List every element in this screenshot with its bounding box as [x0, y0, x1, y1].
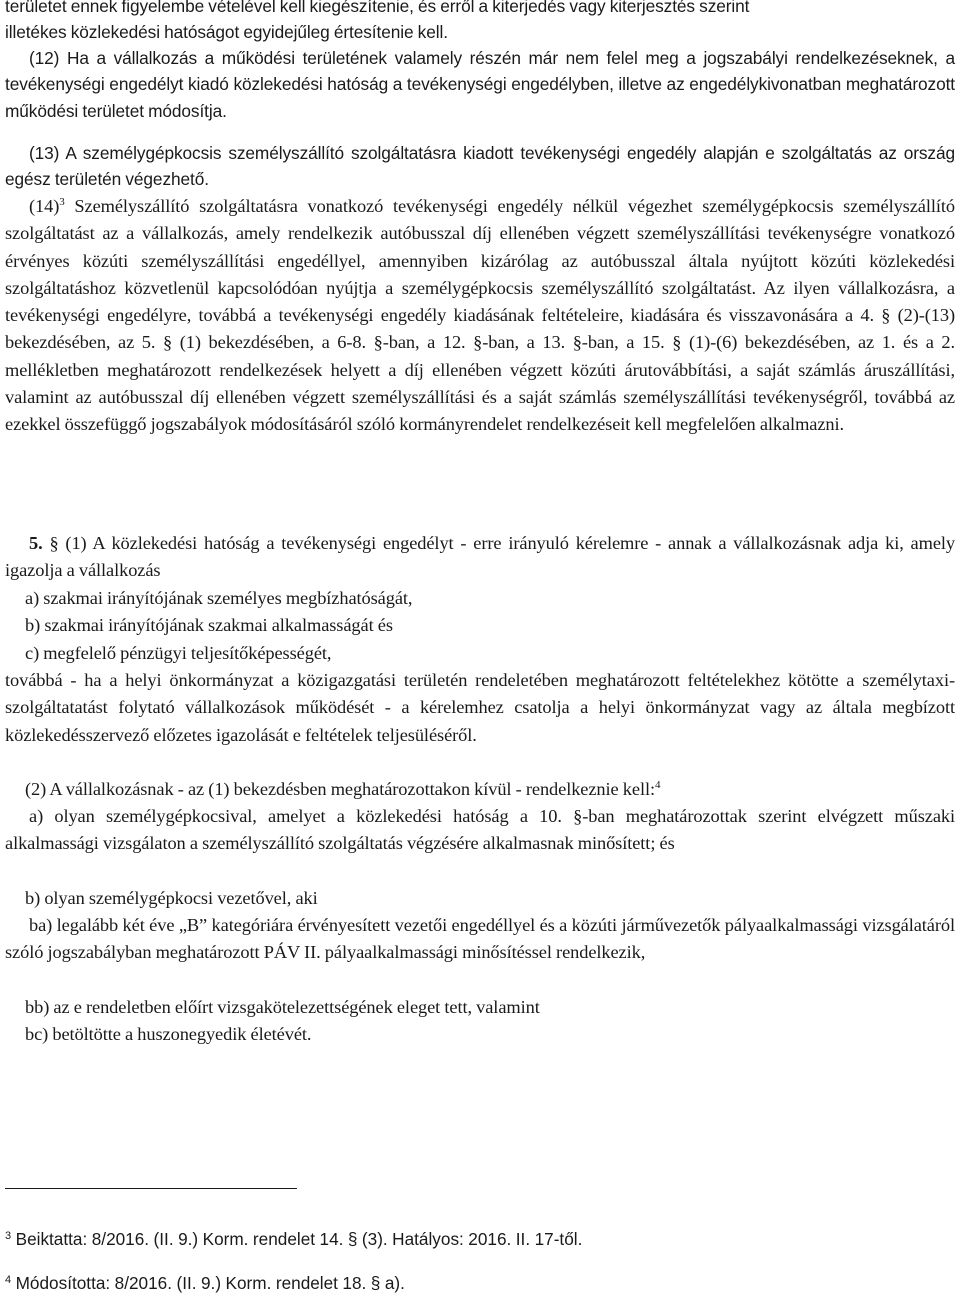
list-item: bb) az e rendeletben előírt vizsgakötelezettségének eleget tett, valamint — [25, 997, 540, 1017]
paragraph-13: (13) A személygépkocsis személyszállító szolgáltatásra kiadott tevékenységi engedély alapján e szolgáltatás az ország egész területén végezhető. — [5, 143, 955, 190]
footnote-text: Beiktatta: 8/2016. (II. 9.) Korm. rendelet 14. § (3). Hatályos: 2016. II. 17-től. — [11, 1229, 583, 1249]
footnote-ref-3[interactable]: 3 — [59, 196, 65, 208]
text-line: területet ennek figyelembe vételével kell kiegészítenie, és erről a kiterjedés vagy kiterjesztés szerint — [5, 0, 750, 16]
paragraph-14-body: Személyszállító szolgáltatásra vonatkozó tevékenységi engedély nélkül végezhet személygépkocsis személyszállító szolgáltatást az a vállalkozás, amely rendelkezik autóbusszal díj ellenében végzett személyszállítási tevékenységre vonatkozó érvényes közúti személyszállítási engedéllyel, amennyiben kizárólag az autóbusszal általa nyújtott közúti közlekedési szolgáltatáshoz közvetlenül kapcsolódóan nyújtja a személygépkocsis személyszállító szolgáltatást. Az ilyen vállalkozásra, a tevékenységi engedélyre, továbbá a tevékenységi engedély kiadásának feltételeire, kiadására és visszavonására a 4. § (2)-(13) bekezdésében, az 5. § (1) bekezdésében, a 6-8. §-ban, a 12. §-ban, a 13. §-ban, a 15. § (1)-(6) bekezdésében, az 1. és a 2. mellékletben meghatározott rendelkezések helyett a díj ellenében végzett közúti árutovábbítási, a saját számlás áruszállítási, valamint az autóbusszal díj ellenében végzett személyszállítási és a saját számlás személyszállítási tevékenységről, továbbá az ezekkel összefüggő jogszabályok módosításáról szóló kormányrendelet rendelkezéseit kell megfelelően alkalmazni. — [5, 196, 955, 435]
footnote-4 — [5, 1272, 405, 1294]
section-5-paragraph-1 — [5, 530, 955, 585]
paragraph-12: (12) Ha a vállalkozás a működési területének valamely részén már nem felel meg a jogszabályi rendelkezéseknek, a tevékenységi engedélyt kiadó közlekedési hatóság a tevékenységi engedélyben, illetve az engedélykivonatban meghatározott működési területet módosítja. — [5, 48, 955, 121]
footnote-3 — [5, 1228, 582, 1250]
section-number: 5. — [29, 533, 50, 553]
section-5-list — [25, 585, 955, 667]
section-5-2ba: ba) legalább két éve „B” kategóriára érvényesített vezetői engedéllyel és a közúti járművezetők pályaalkalmassági vizsgálatáról szóló jogszabályban meghatározott PÁV II. pályaalkalmassági minősítéssel rendelkezik, — [5, 915, 955, 963]
text-line: illetékes közlekedési hatóságot egyidejűleg értesítenie kell. — [5, 22, 448, 43]
section-5-tovabba: továbbá - ha a helyi önkormányzat a közigazgatási területén rendeletében meghatározott feltételekhez kötötte a személytaxi-szolgáltatatást folytató vállalkozások működését - a kérelemhez csatolja a helyi önkormányzat vagy az általa megbízott közlekedésszervező előzetes igazolását e feltételek teljesüléséről. — [5, 670, 955, 745]
list-item: c) megfelelő pénzügyi teljesítőképességét, — [25, 642, 332, 663]
list-item: a) szakmai irányítójának személyes megbízhatóságát, — [25, 588, 413, 608]
list-item: b) szakmai irányítójának szakmai alkalmasságát és — [25, 615, 393, 636]
section-5-paragraph-2 — [25, 776, 955, 803]
section-5-2b-list — [25, 994, 955, 1049]
paragraph-14 — [5, 193, 955, 439]
footnote-text: Módosította: 8/2016. (II. 9.) Korm. rendelet 18. § a). — [11, 1273, 405, 1293]
footnote-divider — [5, 1188, 297, 1189]
footnote-number: 4 — [5, 1274, 12, 1286]
footnote-ref-4[interactable]: 4 — [654, 779, 661, 791]
list-item: bc) betöltötte a huszonegyedik életévét. — [25, 1024, 312, 1045]
paragraph-14-label: (14) — [29, 196, 60, 216]
section-5-2a: a) olyan személygépkocsival, amelyet a közlekedési hatóság a 10. §-ban meghatározottak szerint elvégzett műszaki alkalmassági vizsgálaton a személyszállító szolgáltatás végzésére alkalmasnak minősített; és — [5, 806, 955, 854]
section-5-body: § (1) A közlekedési hatóság a tevékenységi engedélyt - erre irányuló kérelemre - annak a vállalkozásnak adja ki, amely igazolja a vállalkozás — [5, 533, 955, 581]
paragraph-2-text: (2) A vállalkozásnak - az (1) bekezdésben meghatározottakon kívül - rendelkeznie kell: — [25, 779, 655, 799]
section-5-2b: b) olyan személygépkocsi vezetővel, aki — [25, 888, 318, 908]
paragraph-intro — [5, 0, 955, 46]
footnote-number: 3 — [5, 1230, 12, 1242]
